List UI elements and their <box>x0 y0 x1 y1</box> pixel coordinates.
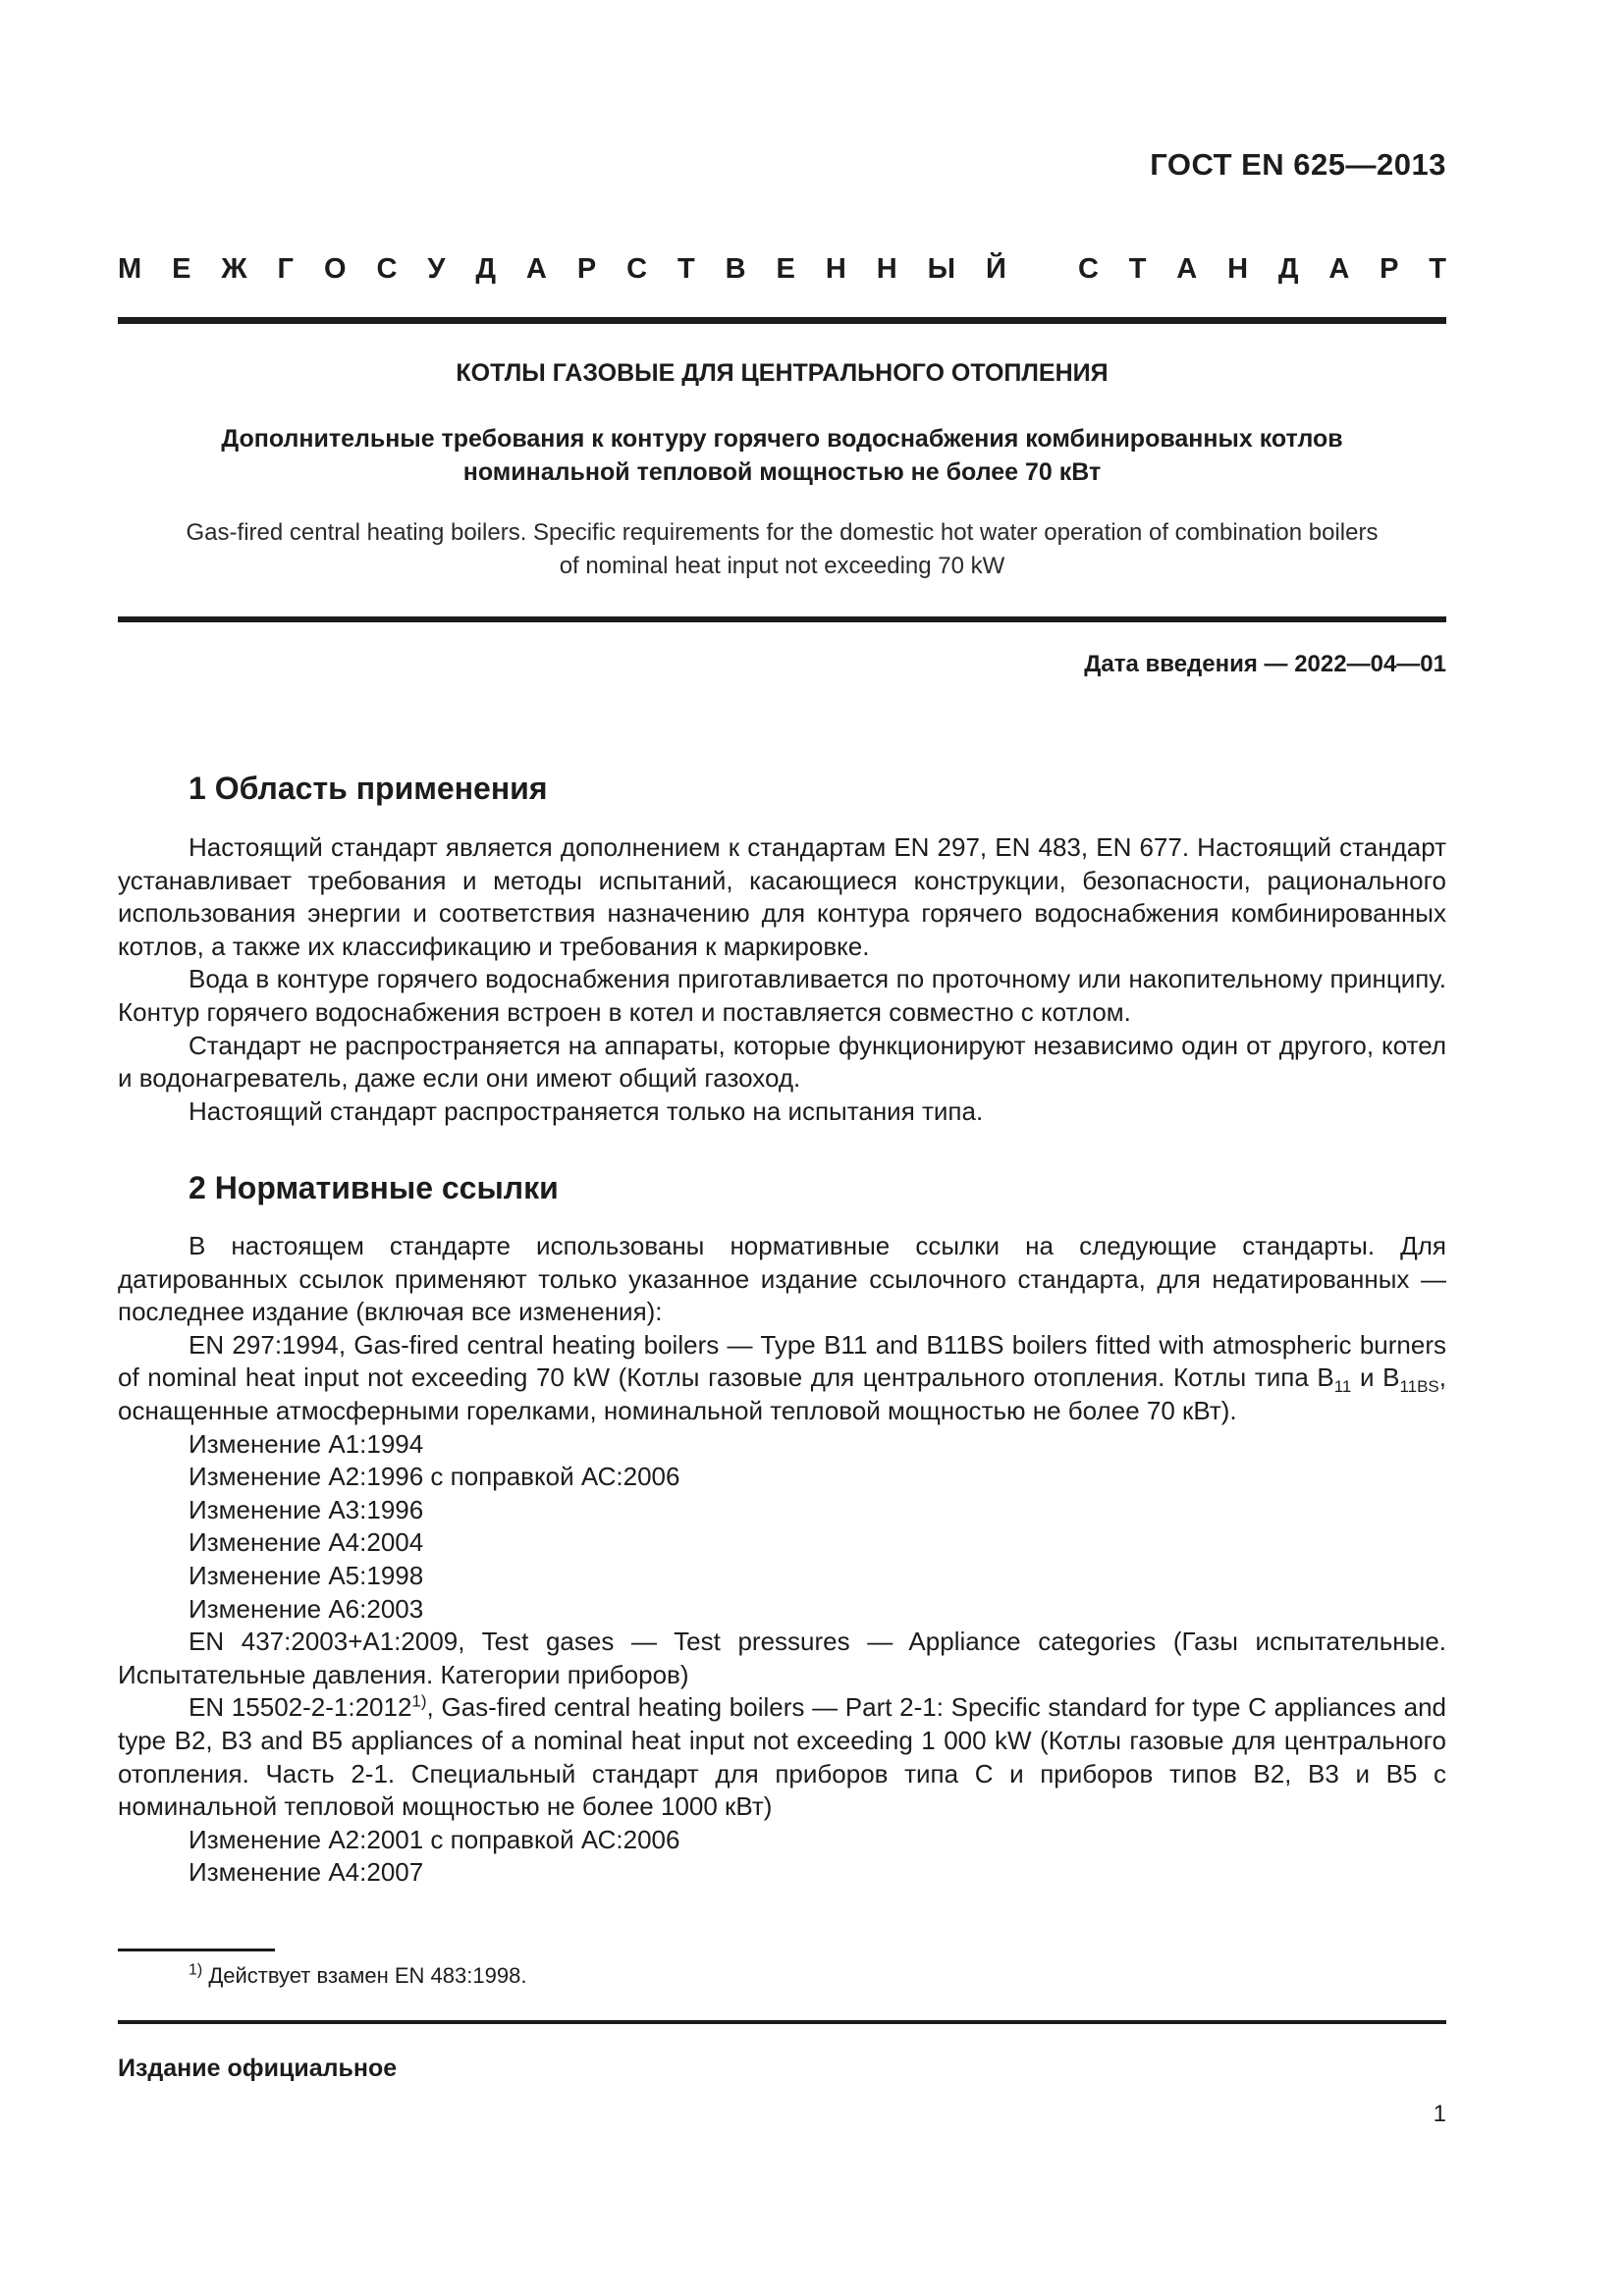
banner-letter: В <box>725 253 746 285</box>
subtitle <box>118 422 1446 489</box>
amendment-item: Изменение A4:2004 <box>189 1527 424 1558</box>
banner-letter: Н <box>1227 253 1249 285</box>
banner-letter: Ы <box>927 253 955 285</box>
footnote-reference: 1) <box>411 1691 427 1711</box>
standard-code: ГОСТ EN 625—2013 <box>1150 147 1446 182</box>
banner-letter: Г <box>277 253 294 285</box>
footer-rule <box>118 2020 1446 2024</box>
subscript: 11BS <box>1399 1377 1439 1397</box>
banner-letter: Н <box>825 253 846 285</box>
title-rule <box>118 616 1446 622</box>
banner-letter: Д <box>1277 253 1299 285</box>
section-2-heading: 2 Нормативные ссылки <box>189 1170 559 1205</box>
footnote-separator <box>118 1949 275 1951</box>
banner-letter: Д <box>475 253 496 285</box>
interstate-standard-banner <box>118 253 1446 286</box>
standard-word <box>1078 253 1446 286</box>
section-1-heading: 1 Область применения <box>189 771 548 806</box>
banner-letter: С <box>1078 253 1099 285</box>
banner-letter: Ж <box>221 253 247 285</box>
banner-letter: Е <box>172 253 191 285</box>
paragraph: Стандарт не распространяется на аппараты, которые функционируют независимо один от другого, котел и водонагреватель, даже если они имеют общий газоход. <box>118 1030 1446 1094</box>
banner-letter: М <box>118 253 142 285</box>
paragraph: Настоящий стандарт распространяется только на испытания типа. <box>189 1095 984 1126</box>
banner-letter: Й <box>985 253 1006 285</box>
reference-en-297 <box>118 1329 1446 1428</box>
banner-letter: У <box>427 253 446 285</box>
amendment-item: Изменение A4:2007 <box>189 1857 424 1888</box>
subtitle-line: Дополнительные требования к контуру горячего водоснабжения комбинированных котлов <box>221 425 1343 453</box>
english-title-line: of nominal heat input not exceeding 70 kW <box>559 553 1005 579</box>
banner-letter: Р <box>576 253 597 285</box>
banner-letter: О <box>323 253 347 285</box>
banner-letter: Т <box>1429 253 1446 285</box>
subtitle-line: номинальной тепловой мощностью не более 70 кВт <box>462 458 1102 486</box>
paragraph: Настоящий стандарт является дополнением к стандартам EN 297, EN 483, EN 677. Настоящий стандарт устанавливает требования и методы испытаний, касающиеся конструкции, безопасности, рационального использования энергии и соответствия назначению для контура горячего водоснабжения комбинированных котлов, а также их классификацию и требования к маркировке. <box>118 832 1446 961</box>
banner-letter: Т <box>677 253 695 285</box>
official-edition-label: Издание официальное <box>118 2055 398 2082</box>
amendment-item: Изменение A2:1996 с поправкой АС:2006 <box>189 1462 680 1492</box>
banner-letter: С <box>626 253 648 285</box>
reference-text: и B <box>1351 1362 1400 1393</box>
reference-text: , Gas-fired central heating boilers — Part 2-1: Specific standard for type C appliances and type B2, B3 and B5 appliances of a nominal heat input not exceeding 1 000 kW (Котлы газовые для центрального отопления. Часть 2-1. Специальный стандарт для приборов типа С и приборов типов В2, В3 и В5 с номинальной тепловой мощностью не более 1000 кВт) <box>118 1692 1446 1822</box>
subscript: 11 <box>1333 1377 1352 1397</box>
paragraph: В настоящем стандарте использованы нормативные ссылки на следующие стандарты. Для датированных ссылок применяют только указанное издание ссылочного стандарта, для недатированных — последнее издание (включая все изменения): <box>118 1231 1446 1327</box>
amendment-item: Изменение A3:1996 <box>189 1494 424 1524</box>
amendment-item: Изменение A1:1994 <box>189 1428 424 1459</box>
section-2-body <box>118 1230 1446 1890</box>
interstate-word <box>118 253 1006 286</box>
reference-text: , оснащенные атмосферными горелками, номинальной тепловой мощностью не более 70 кВт). <box>118 1362 1446 1425</box>
section-1-body <box>118 831 1446 1128</box>
top-rule <box>118 317 1446 324</box>
english-title <box>118 516 1446 583</box>
reference-text: EN 297:1994, Gas-fired central heating boilers — Type B11 and B11BS boilers fitted with atmospheric burners of nominal heat input not exceeding 70 kW (Котлы газовые для центрального отопления. Котлы типа B <box>118 1329 1446 1393</box>
main-title: КОТЛЫ ГАЗОВЫЕ ДЛЯ ЦЕНТРАЛЬНОГО ОТОПЛЕНИЯ <box>456 359 1109 387</box>
amendment-item: Изменение A5:1998 <box>189 1560 424 1590</box>
banner-letter: Т <box>1128 253 1147 285</box>
paragraph: Вода в контуре горячего водоснабжения приготавливается по проточному или накопительному принципу. Контур горячего водоснабжения встроен в котел и поставляется совместно с котлом. <box>118 964 1446 1027</box>
banner-letter: Р <box>1380 253 1399 285</box>
amendment-item: Изменение A2:2001 с поправкой АС:2006 <box>189 1824 680 1854</box>
reference-en-437: EN 437:2003+A1:2009, Test gases — Test pressures — Appliance categories (Газы испытательные. Испытательные давления. Категории приборов) <box>118 1627 1446 1689</box>
footnote-text: Действует взамен EN 483:1998. <box>202 1963 527 1988</box>
reference-en-15502 <box>118 1691 1446 1823</box>
banner-letter: А <box>1176 253 1198 285</box>
amendment-item: Изменение A6:2003 <box>189 1593 424 1624</box>
banner-letter: Е <box>776 253 795 285</box>
introduction-date: Дата введения — 2022—04—01 <box>1084 651 1446 677</box>
footnote-mark: 1) <box>189 1961 203 1979</box>
english-title-line: Gas-fired central heating boilers. Specific requirements for the domestic hot water operation of combination boilers <box>186 519 1379 546</box>
banner-letter: С <box>376 253 398 285</box>
document-page <box>118 0 1446 2296</box>
banner-letter: А <box>525 253 547 285</box>
reference-text: EN 15502-2-1:2012 <box>189 1692 412 1723</box>
banner-letter: А <box>1328 253 1350 285</box>
banner-letter: Н <box>876 253 897 285</box>
footnote <box>189 1963 526 1989</box>
page-number: 1 <box>1433 2101 1446 2127</box>
